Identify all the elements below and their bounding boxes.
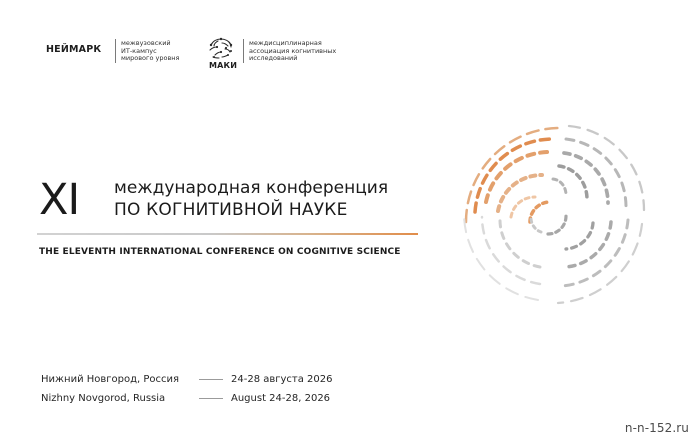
campus-line-1: межвузовский (121, 39, 171, 47)
neymark-logo-text: НЕЙМАРК (46, 44, 102, 55)
date-russian: 24-28 августа 2026 (231, 374, 333, 385)
fingerprint-rings-art (448, 116, 672, 328)
brand-divider-1 (115, 39, 116, 63)
event-details-english (41, 389, 461, 408)
maki-desc-line-1: междисциплинарная (249, 39, 322, 47)
date-english: August 24-28, 2026 (231, 393, 331, 404)
brand-divider-2 (243, 39, 244, 63)
detail-separator-ru (199, 379, 223, 380)
maki-logo-text: МАКИ (209, 61, 238, 70)
conference-title-line-1: международная конференция (114, 178, 389, 198)
accent-divider (37, 233, 418, 235)
campus-line-3: мирового уровня (121, 54, 180, 63)
event-details-russian (41, 370, 461, 389)
campus-line-2: ИТ-кампус (121, 46, 157, 55)
maki-desc-line-3: исследований (249, 54, 298, 63)
english-conference-title: THE ELEVENTH INTERNATIONAL CONFERENCE ON COGNITIVE SCIENCE (39, 247, 401, 257)
maki-description (249, 40, 349, 63)
city-english: Nizhny Novgorod, Russia (41, 393, 166, 404)
roman-numeral: XI (39, 175, 80, 225)
maki-cluster-icon (204, 33, 240, 63)
brand-bar (0, 0, 700, 80)
event-details (41, 370, 461, 408)
watermark-text: n-n-152.ru (624, 421, 689, 435)
city-russian: Нижний Новгород, Россия (41, 374, 180, 385)
maki-desc-line-2: ассоциация когнитивных (249, 46, 337, 55)
detail-separator-en (199, 398, 223, 399)
conference-title-line-2: ПО КОГНИТИВНОЙ НАУКЕ (114, 200, 348, 220)
